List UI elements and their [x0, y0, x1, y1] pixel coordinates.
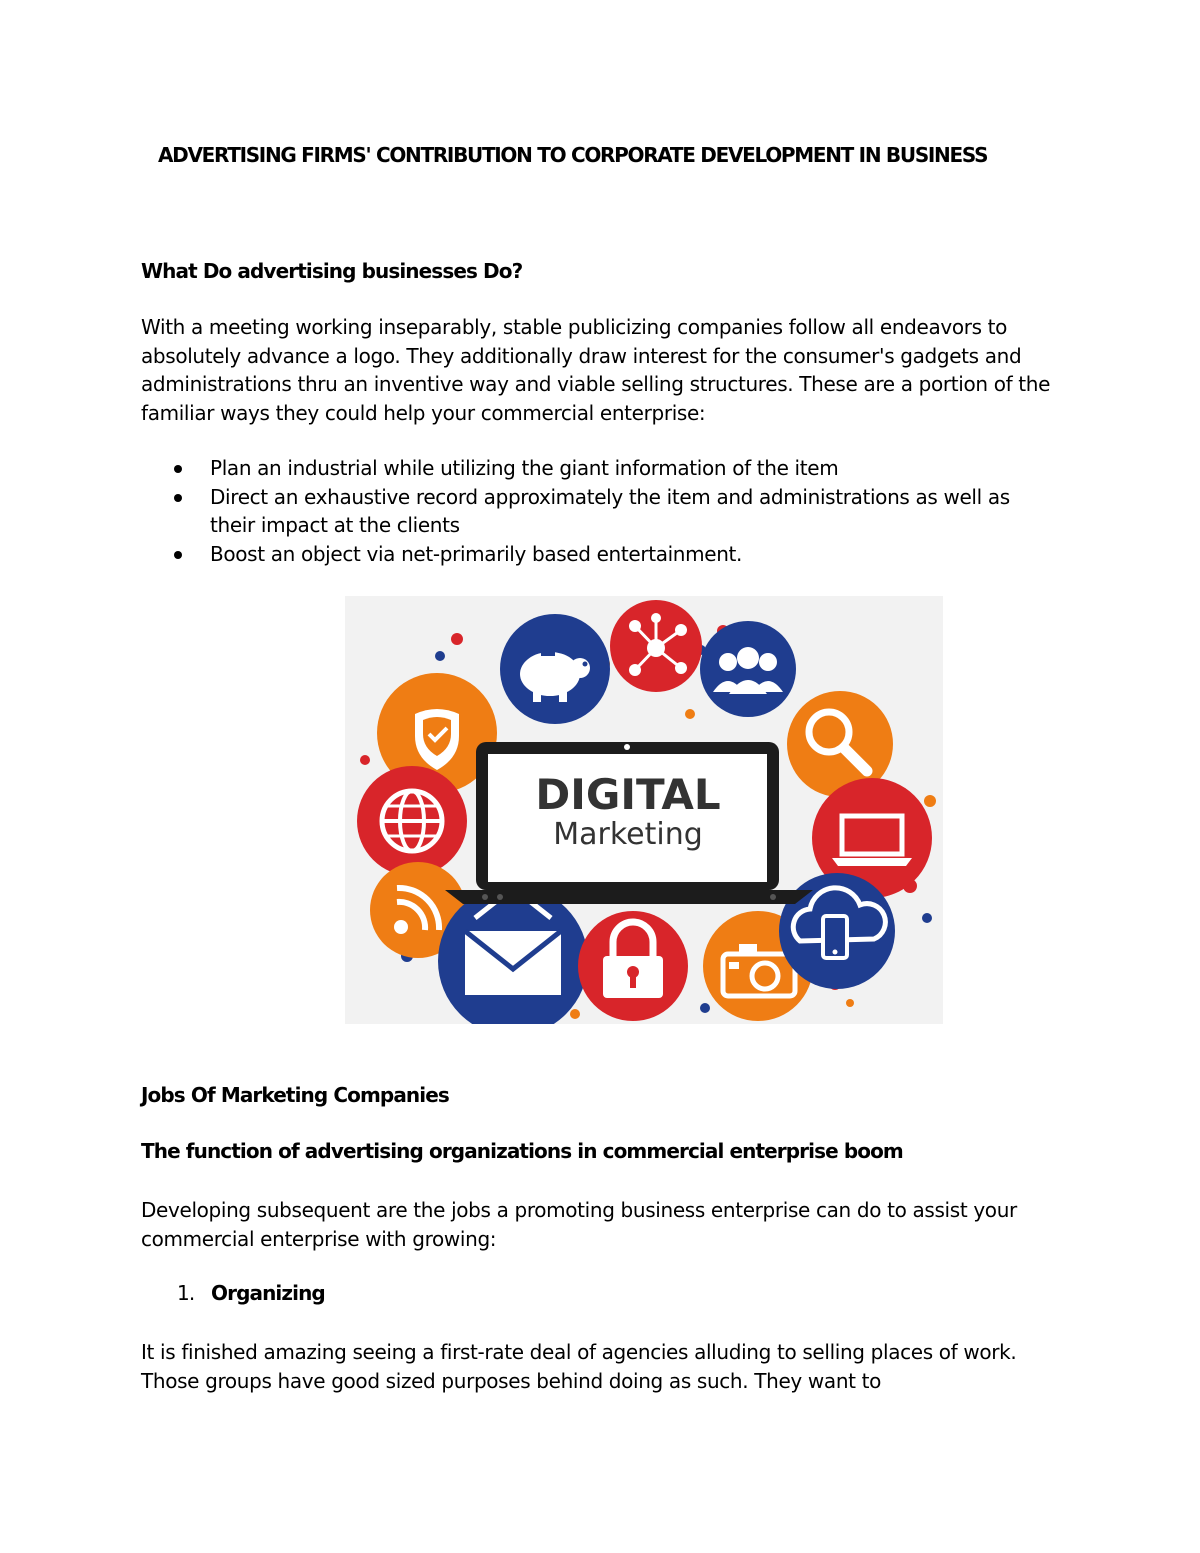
list-item: Boost an object via net-primarily based entertainment.	[141, 540, 1041, 569]
digital-marketing-image	[345, 596, 943, 1024]
list-item: Plan an industrial while utilizing the giant information of the item	[141, 454, 1041, 483]
list-item-label: Organizing	[211, 1281, 325, 1305]
section-subheading-function: The function of advertising organizations in commercial enterprise boom	[141, 1139, 903, 1163]
section-heading-jobs: Jobs Of Marketing Companies	[141, 1083, 449, 1107]
section-heading-what-do: What Do advertising businesses Do?	[141, 259, 523, 283]
screen-line-2: Marketing	[553, 817, 703, 852]
list-item: Direct an exhaustive record approximately the item and administrations as well as their impact at the clients	[141, 483, 1041, 540]
network-icon	[610, 600, 702, 692]
piggy-bank-icon	[500, 614, 610, 724]
screen-line-1: DIGITAL	[535, 770, 721, 819]
list-number: 1.	[177, 1281, 195, 1305]
bullet-icon	[174, 465, 182, 473]
document-title: ADVERTISING FIRMS' CONTRIBUTION TO CORPORATE DEVELOPMENT IN BUSINESS	[158, 143, 988, 167]
bullet-icon	[174, 551, 182, 559]
numbered-item-organizing	[177, 1281, 325, 1305]
intro-paragraph: With a meeting working inseparably, stable publicizing companies follow all endeavors to absolutely advance a logo. They additionally draw interest for the consumer's gadgets and administrations thru an inventive way and viable selling structures. These are a portion of the familiar ways they could help your commercial enterprise:	[141, 315, 1051, 425]
people-icon	[700, 621, 796, 717]
padlock-icon	[578, 911, 688, 1021]
jobs-paragraph: Developing subsequent are the jobs a promoting business enterprise can do to assist your commercial enterprise with growing:	[141, 1198, 1017, 1251]
bullet-icon	[174, 494, 182, 502]
bullet-list	[141, 454, 1041, 568]
organizing-paragraph: It is finished amazing seeing a first-rate deal of agencies alluding to selling places of work. Those groups have good sized purposes behind doing as such. They want to	[141, 1340, 1017, 1393]
laptop-screen	[445, 742, 813, 904]
globe-icon	[357, 766, 467, 876]
